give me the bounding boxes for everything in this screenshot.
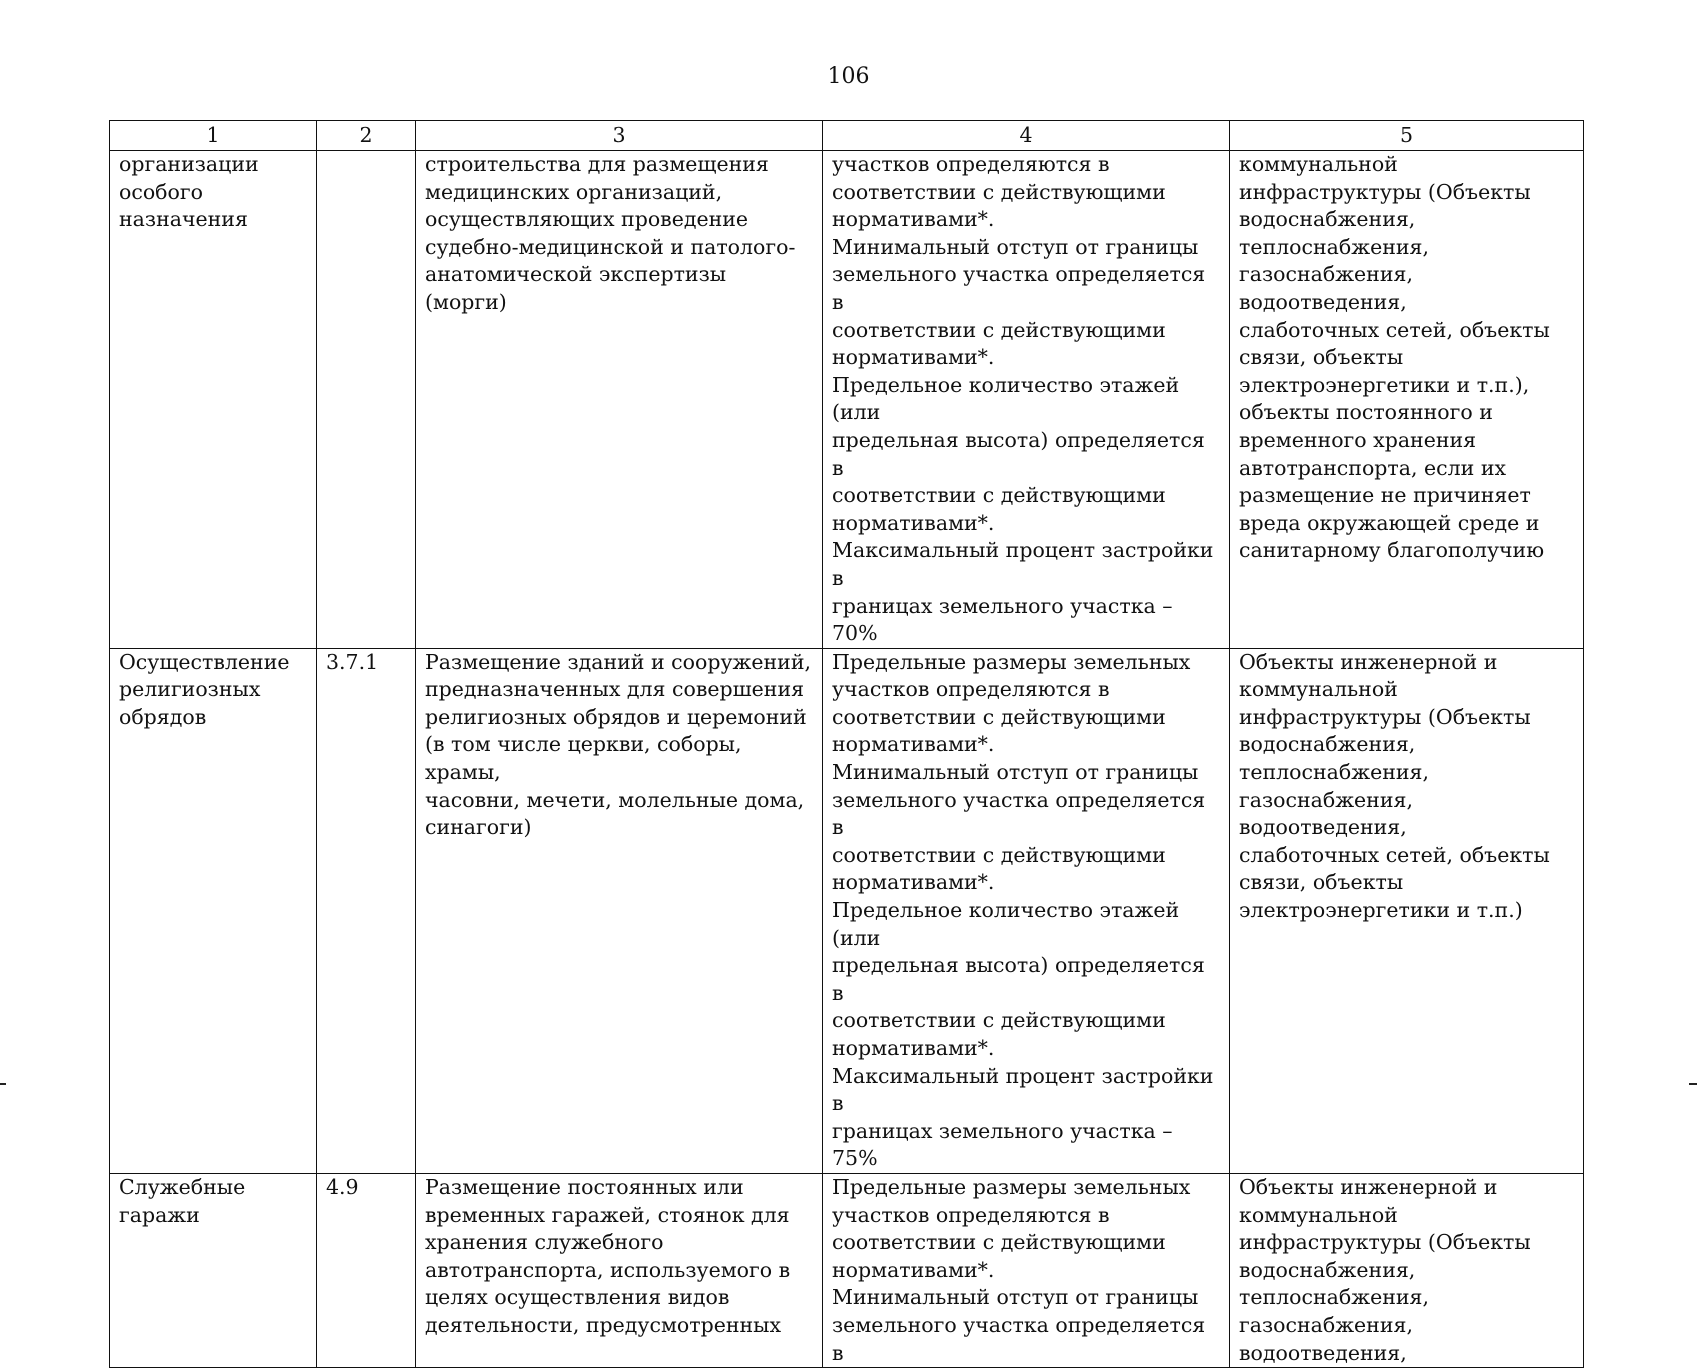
cell-use-code (317, 151, 416, 649)
cell-text: Предельные размеры земельных участков определяются в соответствии с действующими нормативами*. Минимальный отступ от границы земельного участка определяется в (832, 1174, 1206, 1365)
cell-text: 4.9 (326, 1174, 359, 1199)
table-row (110, 1173, 1584, 1367)
page-number: 106 (827, 64, 870, 89)
cell-permitted-use-name (110, 1173, 317, 1367)
header-col-2: 2 (317, 121, 416, 151)
header-col-3: 3 (416, 121, 823, 151)
cell-auxiliary-uses (1230, 1173, 1584, 1367)
cell-text: Служебные гаражи (119, 1174, 246, 1227)
cell-text: организации особого назначения (119, 152, 259, 232)
zoning-table (109, 120, 1584, 1368)
cell-permitted-use-name (110, 648, 317, 1173)
left-margin-mark (0, 1083, 6, 1085)
cell-parameters (823, 648, 1230, 1173)
cell-use-code (317, 1173, 416, 1367)
cell-use-description (416, 1173, 823, 1367)
cell-parameters (823, 1173, 1230, 1367)
cell-auxiliary-uses (1230, 151, 1584, 649)
cell-permitted-use-name (110, 151, 317, 649)
cell-text: Размещение зданий и сооружений, предназначенных для совершения религиозных обрядов и церемоний (в том числе церкви, соборы, храмы, часовни, мечети, молельные дома, синагоги) (425, 649, 811, 840)
cell-text: коммунальной инфраструктуры (Объекты водоснабжения, теплоснабжения, газоснабжения, водоотведения, слаботочных сетей, объекты связи, объекты электроэнергетики и т.п.), объекты постоянного и временного хранения автотранспорта, если их размещение не причиняет вреда окружающей среде и санитарному благополучию (1239, 152, 1550, 563)
header-row (110, 121, 1584, 151)
table-row (110, 151, 1584, 649)
cell-use-description (416, 151, 823, 649)
cell-parameters (823, 151, 1230, 649)
table-body (110, 151, 1584, 1368)
cell-text: Объекты инженерной и коммунальной инфраструктуры (Объекты водоснабжения, теплоснабжения, газоснабжения, водоотведения, слаботочных сетей, объекты связи, объекты электроэнергетики и т.п.) (1239, 649, 1550, 923)
cell-text: Осуществление религиозных обрядов (119, 649, 290, 729)
cell-text: 3.7.1 (326, 649, 379, 674)
cell-use-description (416, 648, 823, 1173)
cell-text: Объекты инженерной и коммунальной инфраструктуры (Объекты водоснабжения, теплоснабжения, газоснабжения, водоотведения, (1239, 1174, 1531, 1365)
cell-text: строительства для размещения медицинских организаций, осуществляющих проведение судебно-медицинской и патолого- анатомической экспертизы (морги) (425, 152, 796, 314)
cell-text: Размещение постоянных или временных гаражей, стоянок для хранения служебного автотранспорта, используемого в целях осуществления видов деятельности, предусмотренных (425, 1174, 791, 1337)
header-col-1: 1 (110, 121, 317, 151)
table-row (110, 648, 1584, 1173)
table-header (110, 121, 1584, 151)
right-margin-mark (1689, 1083, 1697, 1085)
header-col-4: 4 (823, 121, 1230, 151)
header-col-5: 5 (1230, 121, 1584, 151)
cell-text: участков определяются в соответствии с действующими нормативами*. Минимальный отступ от границы земельного участка определяется в соответствии с действующими нормативами*. Предельное количество этажей (или предельная высота) определяется в соответствии с действующими нормативами*. Максимальный процент застройки в границах земельного участка – 70% (832, 152, 1214, 646)
cell-auxiliary-uses (1230, 648, 1584, 1173)
cell-use-code (317, 648, 416, 1173)
cell-text: Предельные размеры земельных участков определяются в соответствии с действующими нормативами*. Минимальный отступ от границы земельного участка определяется в соответствии с действующими нормативами*. Предельное количество этажей (или предельная высота) определяется в соответствии с действующими нормативами*. Максимальный процент застройки в границах земельного участка – 75% (832, 649, 1214, 1171)
